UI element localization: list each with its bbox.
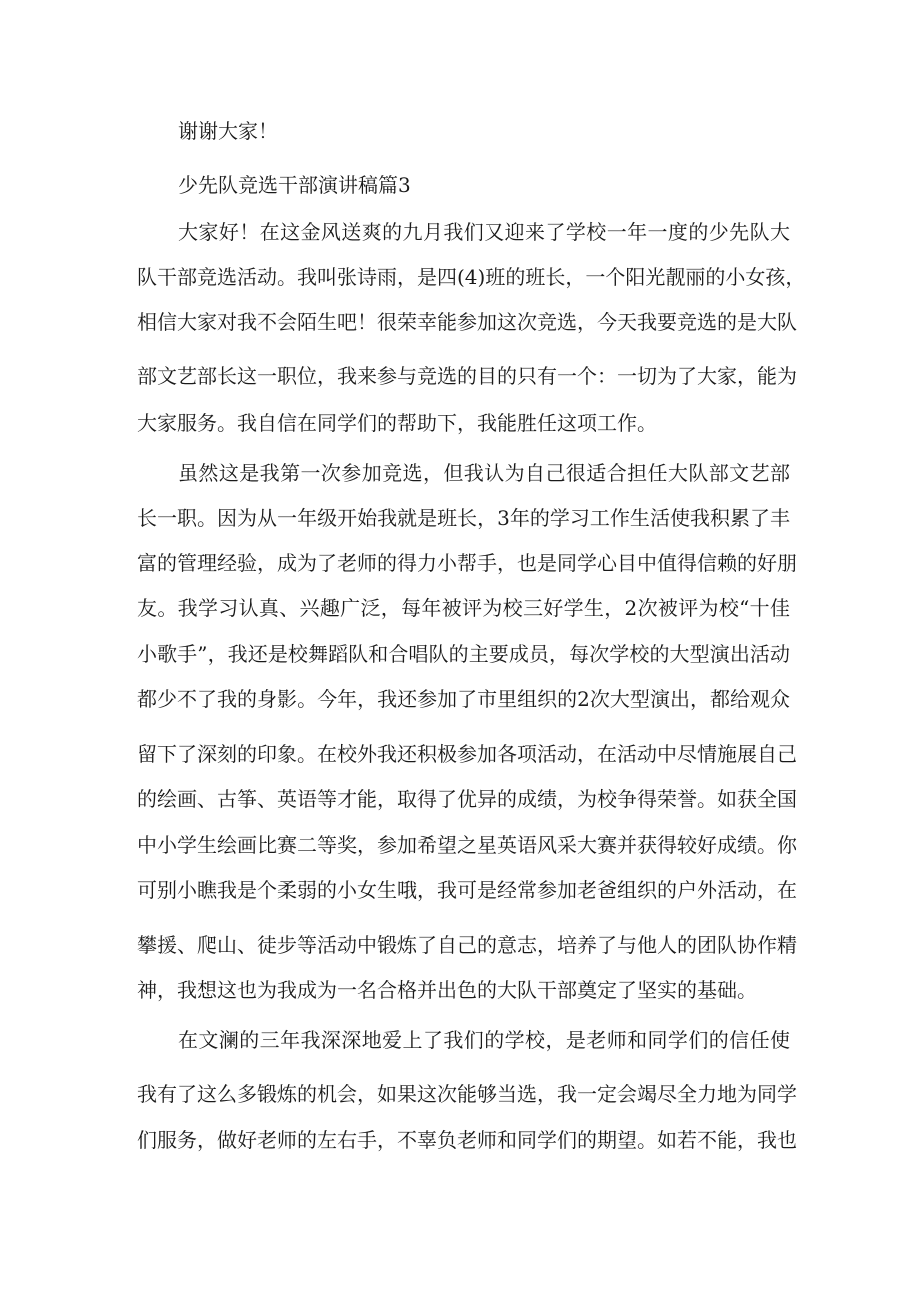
paragraph-line: 大家服务。我自信在同学们的帮助下，我能胜任这项工作。 xyxy=(137,411,657,435)
paragraph-line: 我有了这么多锻炼的机会，如果这次能够当选，我一定会竭尽全力地为同学 xyxy=(137,1082,797,1106)
closing-line: 谢谢大家！ xyxy=(178,119,278,143)
paragraph-line: 虽然这是我第一次参加竞选，但我认为自己很适合担任大队部文艺部 xyxy=(178,461,790,485)
paragraph-line: 们服务，做好老师的左右手，不辜负老师和同学们的期望。如若不能，我也 xyxy=(137,1128,797,1152)
paragraph-line: 的绘画、古筝、英语等才能，取得了优异的成绩，为校争得荣誉。如获全国 xyxy=(137,787,797,811)
paragraph-line: 长一职。因为从一年级开始我就是班长，3年的学习工作生活使我积累了丰 xyxy=(137,506,790,530)
paragraph-line: 相信大家对我不会陌生吧！很荣幸能参加这次竞选，今天我要竞选的是大队 xyxy=(137,310,797,334)
paragraph-line: 友。我学习认真、兴趣广泛，每年被评为校三好学生，2次被评为校“十佳 xyxy=(137,596,790,620)
paragraph-line: 在文澜的三年我深深地爱上了我们的学校，是老师和同学们的信任使 xyxy=(178,1028,790,1052)
paragraph-line: 留下了深刻的印象。在校外我还积极参加各项活动，在活动中尽情施展自己 xyxy=(137,742,797,766)
paragraph-line: 小歌手”，我还是校舞蹈队和合唱队的主要成员，每次学校的大型演出活动 xyxy=(137,642,790,666)
paragraph-line: 都少不了我的身影。今年，我还参加了市里组织的2次大型演出，都给观众 xyxy=(137,687,790,711)
paragraph-line: 中小学生绘画比赛二等奖，参加希望之星英语风采大赛并获得较好成绩。你 xyxy=(137,833,797,857)
paragraph-line: 可别小瞧我是个柔弱的小女生哦，我可是经常参加老爸组织的户外活动，在 xyxy=(137,878,797,902)
section-heading: 少先队竞选干部演讲稿篇3 xyxy=(178,173,411,197)
paragraph-line: 富的管理经验，成为了老师的得力小帮手，也是同学心目中值得信赖的好朋 xyxy=(137,551,797,575)
paragraph-line: 大家好！在这金风送爽的九月我们又迎来了学校一年一度的少先队大 xyxy=(178,220,790,244)
paragraph-line: 神，我想这也为我成为一名合格并出色的大队干部奠定了坚实的基础。 xyxy=(137,978,757,1002)
paragraph-line: 部文艺部长这一职位，我来参与竞选的目的只有一个：一切为了大家，能为 xyxy=(137,364,797,388)
paragraph-line: 攀援、爬山、徒步等活动中锻炼了自己的意志，培养了与他人的团队协作精 xyxy=(137,933,797,957)
paragraph-line: 队干部竞选活动。我叫张诗雨，是四(4)班的班长，一个阳光靓丽的小女孩， xyxy=(137,265,806,289)
